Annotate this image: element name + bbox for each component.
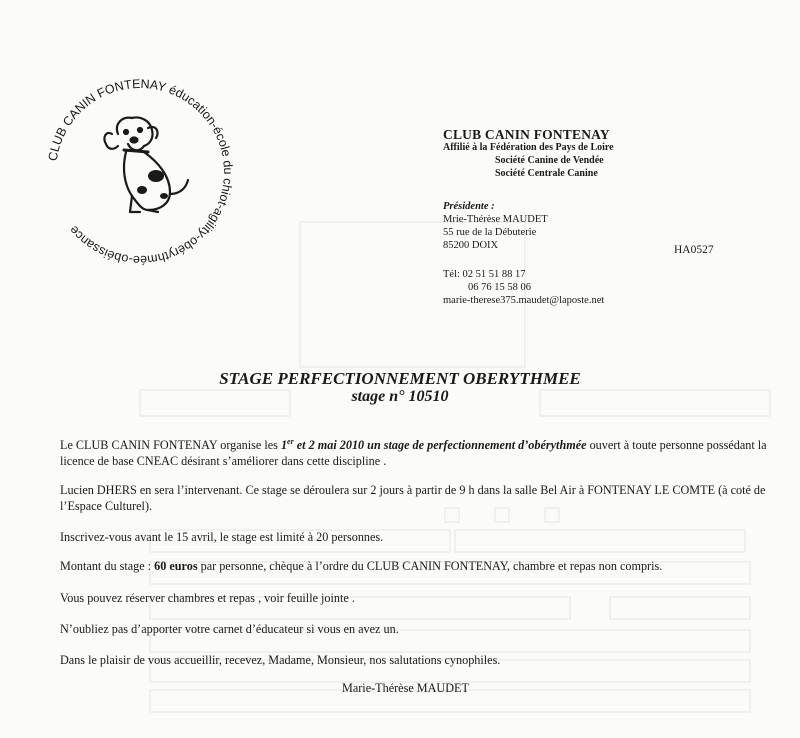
price-end: par personne, chèque à l’ordre du CLUB CANIN FONTENAY, chambre et repas non compris. [197,559,663,573]
phone-number-2: 06 76 15 58 06 [468,282,531,293]
paragraph-price [60,558,772,574]
paragraph-booking: Vous pouvez réserver chambres et repas , voir feuille jointe . [60,591,355,605]
email-address: marie-therese375.maudet@laposte.net [443,295,605,306]
president-name: Mrie-Thérèse MAUDET [443,214,548,225]
dog-icon [104,118,188,213]
club-name: CLUB CANIN FONTENAY [443,127,610,142]
reference-code: HA0527 [674,244,714,256]
club-header [443,128,614,180]
club-society-2: Société Centrale Canine [495,168,598,179]
signature: Marie-Thérèse MAUDET [342,681,469,695]
paragraph-instructor: Lucien DHERS en sera l’intervenant. Ce stage se déroulera sur 2 jours à partir de 9 h dans la salle Bel Air à FONTENAY LE COMTE (à coté de l’Espace Culturel). [60,483,766,513]
club-society-1: Société Canine de Vendée [495,155,604,166]
paragraph-registration: Inscrivez-vous avant le 15 avril, le stage est limité à 20 personnes. [60,530,384,544]
document-title: STAGE PERFECTIONNEMENT OBERYTHMEE [219,369,581,388]
paragraph-intro [60,434,772,469]
club-affiliation: Affilié à la Fédération des Pays de Loire [443,142,614,153]
intro-end: ouvert à toute personne possédant la licence de base CNEAC désirant s’améliorer dans cette discipline . [60,438,767,469]
price-start: Montant du stage : [60,559,155,573]
intro-date-day: 1 [280,438,288,453]
intro-start: Le CLUB CANIN FONTENAY organise les [60,438,281,453]
paragraph-reminder: N’oubliez pas d’apporter votre carnet d’éducateur si vous en avez un. [60,622,399,636]
logo-ring-text: CLUB CANIN FONTENAY éducation-école du chiot-agility-obérythmée-obéissance [45,76,236,268]
phone-label: Tél: [443,269,460,280]
phone-row-1 [443,268,604,281]
phone-number-1: 02 51 51 88 17 [462,269,526,280]
intro-emphasis: et 2 mai 2010 un stage de perfectionnement d’obérythmée [293,438,587,453]
club-logo-stamp [40,72,240,272]
contact-info [443,268,604,307]
document-subtitle: stage n° 10510 [351,388,449,405]
price-amount: 60 euros [154,559,198,573]
president-label: Présidente : [443,201,495,212]
paragraph-closing: Dans le plaisir de vous accueillir, recevez, Madame, Monsieur, nos salutations cynophiles. [60,653,501,667]
president-address [443,200,548,252]
president-city: 85200 DOIX [443,240,499,251]
president-street: 55 rue de la Débuterie [443,227,537,238]
intro-date-sup: er [287,437,294,446]
